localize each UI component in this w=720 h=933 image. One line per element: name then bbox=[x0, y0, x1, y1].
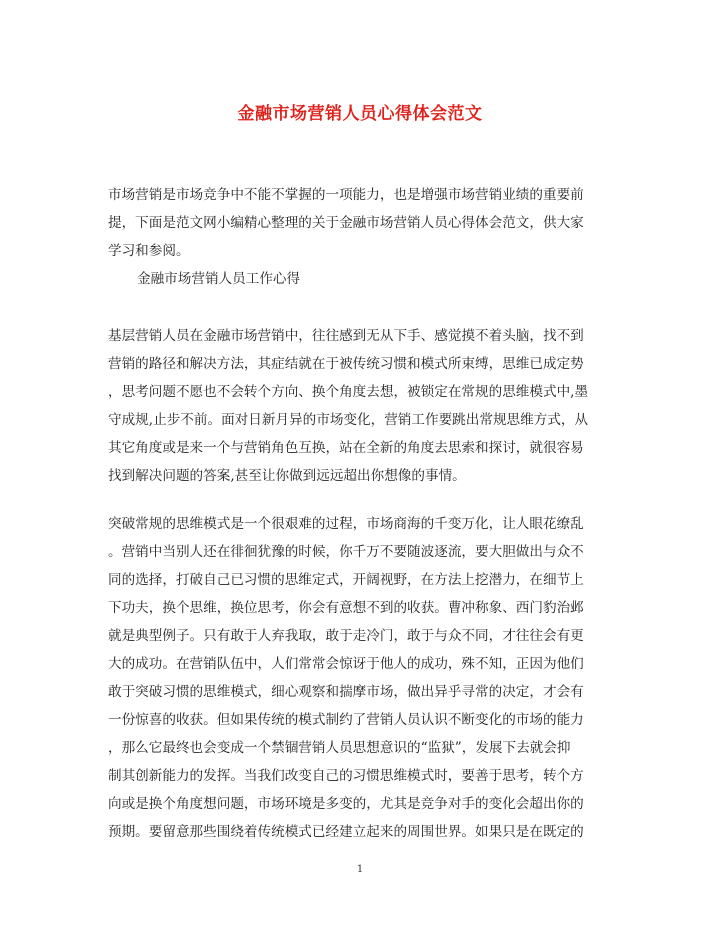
paragraph-line: 敢于突破习惯的思维模式，细心观察和揣摩市场，做出异乎寻常的决定，才会有 bbox=[108, 684, 584, 700]
paragraph-line: 找到解决问题的答案,甚至让你做到远远超出你想像的事情。 bbox=[108, 468, 466, 484]
document-title: 金融市场营销人员心得体会范文 bbox=[237, 104, 483, 124]
intro-line: 市场营销是市场竞争中不能不掌握的一项能力，也是增强市场营销业绩的重要前 bbox=[108, 187, 584, 203]
paragraph-line: 制其创新能力的发挥。当我们改变自己的习惯思维模式时，要善于思考，转个方 bbox=[108, 768, 584, 784]
page-number: 1 bbox=[356, 864, 364, 875]
paragraph-line: 就是典型例子。只有敢于人弃我取，敢于走冷门，敢于与众不同，才往往会有更 bbox=[108, 628, 584, 644]
paragraph-line: 同的选择，打破自己已习惯的思维定式，开阔视野，在方法上挖潜力，在细节上 bbox=[108, 572, 584, 588]
paragraph-line: 下功夫，换个思维，换位思考，你会有意想不到的收获。曹冲称象、西门豹治邺 bbox=[108, 600, 584, 616]
paragraph-line: ，思考问题不愿也不会转个方向、换个角度去想，被锁定在常规的思维模式中,墨 bbox=[108, 384, 589, 400]
paragraph-line: 突破常规的思维模式是一个很艰难的过程，市场商海的千变万化，让人眼花缭乱 bbox=[108, 516, 584, 532]
paragraph-line: 其它角度或是来一个与营销角色互换，站在全新的角度去思索和探讨，就很容易 bbox=[108, 440, 584, 456]
paragraph-line: 大的成功。在营销队伍中，人们常常会惊讶于他人的成功，殊不知，正因为他们 bbox=[108, 656, 584, 672]
intro-line: 学习和参阅。 bbox=[108, 243, 190, 259]
section-subtitle: 金融市场营销人员工作心得 bbox=[137, 271, 301, 287]
paragraph-line: 预期。要留意那些围绕着传统模式已经建立起来的周围世界。如果只是在既定的 bbox=[108, 824, 584, 840]
paragraph-line: 一份惊喜的收获。但如果传统的模式制约了营销人员认识不断变化的市场的能力 bbox=[108, 712, 584, 728]
paragraph-line: 守成规,止步不前。面对日新月异的市场变化，营销工作要跳出常规思维方式，从 bbox=[108, 412, 589, 428]
paragraph-line: ，那么它最终也会变成一个禁锢营销人员思想意识的“监狱”，发展下去就会抑 bbox=[108, 740, 571, 756]
paragraph-line: 向或是换个角度想问题，市场环境是多变的，尤其是竞争对手的变化会超出你的 bbox=[108, 796, 584, 812]
intro-line: 提，下面是范文网小编精心整理的关于金融市场营销人员心得体会范文，供大家 bbox=[108, 215, 584, 231]
paragraph-line: 。营销中当别人还在徘徊犹豫的时候，你千万不要随波逐流，要大胆做出与众不 bbox=[108, 544, 584, 560]
paragraph-line: 基层营销人员在金融市场营销中，往往感到无从下手、感觉摸不着头脑，找不到 bbox=[108, 328, 584, 344]
paragraph-line: 营销的路径和解决方法，其症结就在于被传统习惯和模式所束缚，思维已成定势 bbox=[108, 356, 584, 372]
